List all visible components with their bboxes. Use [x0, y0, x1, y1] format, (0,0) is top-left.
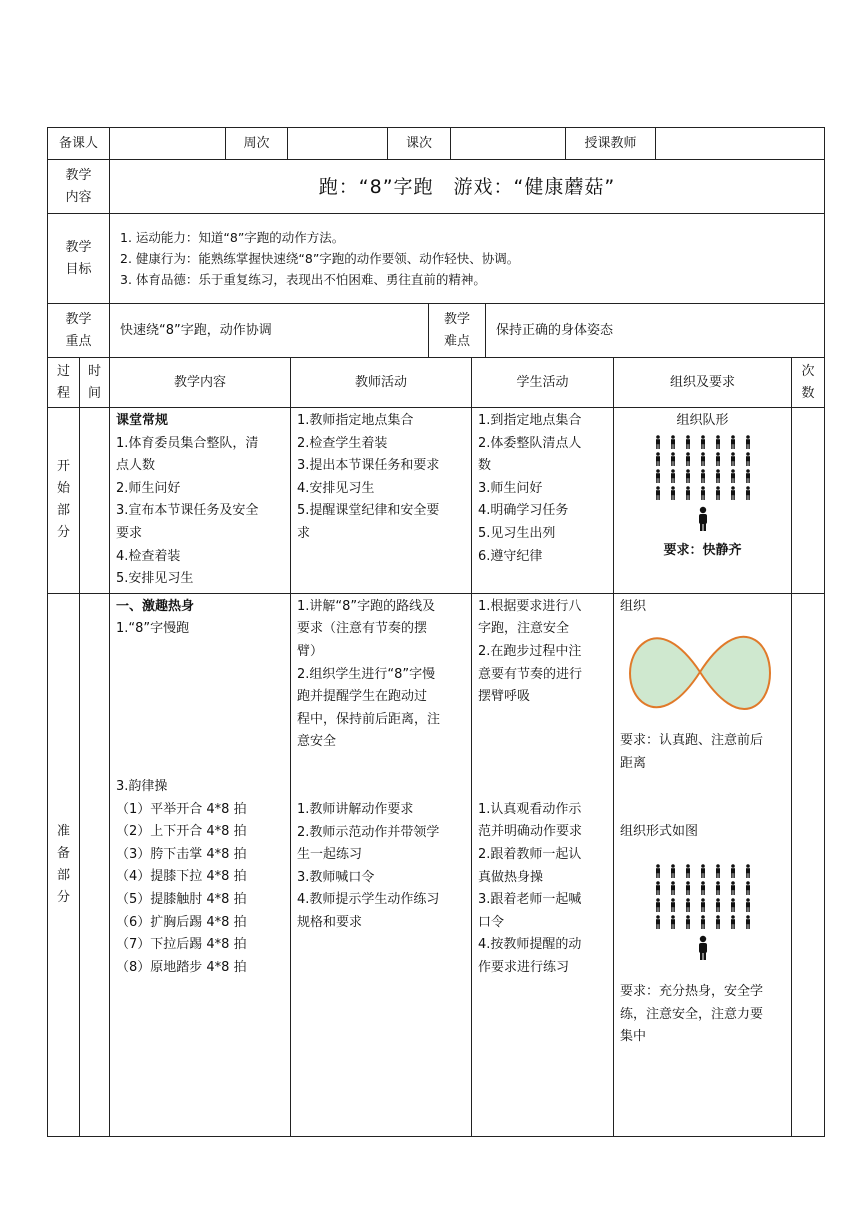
list-item: 1.教师讲解动作要求	[297, 801, 414, 817]
student-figure-icon	[715, 452, 721, 466]
student-figure-icon	[700, 898, 706, 912]
list-item: （7）下拉后踢 4*8 拍	[116, 937, 247, 953]
student-figure-icon	[715, 486, 721, 500]
start-org	[614, 408, 792, 594]
org-require-line: 集中	[620, 1029, 647, 1045]
phase-start	[48, 408, 80, 594]
list-item: （3）胯下击掌 4*8 拍	[116, 846, 247, 862]
list-item: 1.讲解“8”字跑的路线及	[297, 598, 436, 614]
col-org: 组织及要求	[614, 358, 792, 408]
student-figure-icon	[700, 864, 706, 878]
student-figure-icon	[745, 864, 751, 878]
list-item: 意要有节奏的进行	[478, 666, 583, 682]
start-time	[80, 408, 110, 594]
student-figure-icon	[670, 486, 676, 500]
preparer-label: 备课人	[48, 128, 110, 160]
list-item: 2.体委整队清点人	[478, 435, 582, 451]
list-item: 2.教师示范动作并带领学	[297, 824, 440, 840]
col-process	[48, 358, 80, 408]
focus-label-line1: 教学	[65, 311, 92, 327]
student-figure-icon	[715, 864, 721, 878]
student-figure-icon	[655, 435, 661, 449]
student-figure-icon	[730, 469, 736, 483]
goals-label-line1: 教学	[65, 239, 92, 255]
list-item: 字跑，注意安全	[478, 621, 570, 637]
list-item: （5）提膝触肘 4*8 拍	[116, 891, 247, 907]
formation-row	[620, 881, 785, 895]
focus-label	[48, 304, 110, 358]
list-item: 作要求进行练习	[478, 959, 570, 975]
formation-row	[620, 864, 785, 878]
list-item: 程中，保持前后距离，注	[297, 711, 441, 727]
student-figure-icon	[745, 469, 751, 483]
col-count	[792, 358, 825, 408]
phase-prep	[48, 593, 80, 1136]
list-item: 2.跟着教师一起认	[478, 846, 582, 862]
list-item: 范并明确动作要求	[478, 824, 583, 840]
lesson-no-label: 课次	[388, 128, 451, 160]
phase-char: 始	[56, 481, 70, 497]
prep-count	[792, 593, 825, 1136]
student-figure-icon	[670, 915, 676, 929]
student-figure-icon	[715, 915, 721, 929]
list-item: 2.组织学生进行“8”字慢	[297, 666, 436, 682]
phase-char: 开	[56, 459, 70, 475]
student-figure-icon	[700, 881, 706, 895]
student-figure-icon	[715, 881, 721, 895]
student-figure-icon	[745, 486, 751, 500]
rhythm-title: 3.韵律操	[116, 778, 168, 794]
student-figure-icon	[730, 898, 736, 912]
list-item: 2.师生问好	[116, 480, 181, 496]
focus-value: 快速绕“8”字跑，动作协调	[110, 304, 429, 358]
list-item: 要求	[116, 525, 143, 541]
formation-row	[620, 486, 785, 500]
start-teacher	[291, 408, 472, 594]
student-figure-icon	[715, 898, 721, 912]
list-item: 6.遵守纪律	[478, 548, 543, 564]
student-figure-icon	[655, 864, 661, 878]
list-item: 求	[297, 525, 311, 541]
student-figure-icon	[670, 881, 676, 895]
student-figure-icon	[670, 452, 676, 466]
student-figure-icon	[730, 881, 736, 895]
content-label	[48, 160, 110, 214]
list-item: （4）提膝下拉 4*8 拍	[116, 869, 247, 885]
teacher-figure-icon	[697, 935, 709, 961]
goals-label-line2: 目标	[65, 261, 92, 277]
lesson-no-value[interactable]	[451, 128, 566, 160]
phase-char: 分	[56, 525, 70, 541]
student-figure-icon	[715, 469, 721, 483]
focus-label-line2: 重点	[65, 333, 92, 349]
list-item: 4.安排见习生	[297, 480, 375, 496]
list-item: 2.检查学生着装	[297, 435, 388, 451]
list-item: （2）上下开合 4*8 拍	[116, 824, 247, 840]
list-item: 5.提醒课堂纪律和安全要	[297, 503, 440, 519]
week-value[interactable]	[288, 128, 388, 160]
list-item: 1.根据要求进行八	[478, 598, 582, 614]
student-figure-icon	[745, 898, 751, 912]
goals-list	[110, 214, 825, 304]
list-item: 规格和要求	[297, 914, 363, 930]
formation-students	[620, 435, 785, 500]
org-require-line: 练，注意安全，注意力要	[620, 1006, 764, 1022]
col-time-line2: 间	[87, 385, 101, 401]
list-item: 3.跟着老师一起喊	[478, 892, 582, 908]
header-table	[47, 127, 825, 160]
list-item: 5.见习生出列	[478, 525, 556, 541]
goals-label	[48, 214, 110, 304]
col-time-line1: 时	[87, 363, 101, 379]
student-figure-icon	[730, 452, 736, 466]
formation-row	[620, 469, 785, 483]
student-figure-icon	[700, 452, 706, 466]
goal-item: 2. 健康行为：能熟练掌握快速绕“8”字跑的动作要领、动作轻快、协调。	[120, 251, 520, 266]
student-figure-icon	[685, 864, 691, 878]
difficulty-value: 保持正确的身体姿态	[486, 304, 825, 358]
preparer-value[interactable]	[110, 128, 226, 160]
lesson-title: 跑：“8”字跑 游戏：“健康蘑菇”	[110, 160, 825, 214]
list-item: 4.检查着装	[116, 548, 181, 564]
start-content-title: 课堂常规	[116, 413, 169, 428]
teacher-value[interactable]	[656, 128, 825, 160]
student-figure-icon	[685, 898, 691, 912]
list-item: 2.在跑步过程中注	[478, 643, 582, 659]
phase-char: 部	[56, 503, 70, 519]
student-figure-icon	[655, 469, 661, 483]
list-item: 跑并提醒学生在跑动过	[297, 689, 428, 705]
student-figure-icon	[655, 898, 661, 912]
student-figure-icon	[655, 915, 661, 929]
content-label-line1: 教学	[65, 167, 92, 183]
student-figure-icon	[730, 915, 736, 929]
formation-students	[620, 864, 785, 929]
phase-char: 分	[56, 889, 70, 905]
formation-row	[620, 915, 785, 929]
figure8-route-icon	[620, 622, 780, 722]
student-figure-icon	[685, 915, 691, 929]
difficulty-label-line1: 教学	[443, 311, 470, 327]
formation-row	[620, 435, 785, 449]
student-figure-icon	[655, 452, 661, 466]
list-item: 点人数	[116, 458, 156, 474]
prep-student	[472, 593, 614, 1136]
org-require-line: 距离	[620, 755, 647, 771]
list-item: 口令	[478, 914, 505, 930]
org-require-line: 要求：充分热身，安全学	[620, 984, 764, 1000]
col-time	[80, 358, 110, 408]
list-item: 真做热身操	[478, 869, 544, 885]
col-student: 学生活动	[472, 358, 614, 408]
student-figure-icon	[685, 469, 691, 483]
content-label-line2: 内容	[65, 189, 92, 205]
prep-content	[110, 593, 291, 1136]
student-figure-icon	[700, 486, 706, 500]
lesson-info-table	[47, 159, 825, 358]
goal-item: 1. 运动能力：知道“8”字跑的动作方法。	[120, 230, 345, 245]
start-student	[472, 408, 614, 594]
phase-char: 准	[56, 823, 70, 839]
list-item: 1.到指定地点集合	[478, 413, 582, 428]
teacher-figure-icon	[697, 506, 709, 532]
student-figure-icon	[655, 881, 661, 895]
teacher-label: 授课教师	[566, 128, 656, 160]
prep-teacher	[291, 593, 472, 1136]
list-item: 4.教师提示学生动作练习	[297, 892, 440, 908]
week-label: 周次	[226, 128, 288, 160]
list-item: 3.宣布本节课任务及安全	[116, 503, 259, 519]
org-title: 组织队形	[676, 413, 729, 428]
student-figure-icon	[670, 898, 676, 912]
list-item: 1.“8”字慢跑	[116, 621, 190, 637]
student-figure-icon	[745, 915, 751, 929]
student-figure-icon	[655, 486, 661, 500]
org-require: 要求：快静齐	[663, 543, 742, 558]
col-process-line1: 过	[56, 363, 70, 379]
student-figure-icon	[745, 435, 751, 449]
start-count	[792, 408, 825, 594]
col-count-line1: 次	[801, 363, 815, 379]
list-item: （8）原地踏步 4*8 拍	[116, 959, 247, 975]
org-form-label: 组织形式如图	[620, 823, 699, 839]
student-figure-icon	[685, 435, 691, 449]
warmup-title: 一、激趣热身	[116, 598, 195, 614]
org-label: 组织	[620, 598, 647, 614]
prep-time	[80, 593, 110, 1136]
student-figure-icon	[745, 452, 751, 466]
list-item: 4.按教师提醒的动	[478, 937, 582, 953]
student-figure-icon	[745, 881, 751, 895]
list-item: 3.提出本节课任务和要求	[297, 458, 440, 474]
student-figure-icon	[730, 486, 736, 500]
difficulty-label	[429, 304, 486, 358]
phase-char: 备	[56, 845, 70, 861]
prep-org	[614, 593, 792, 1136]
col-process-line2: 程	[56, 385, 70, 401]
list-item: 摆臂呼吸	[478, 689, 531, 705]
org-require-line: 要求：认真跑、注意前后	[620, 733, 764, 749]
student-figure-icon	[670, 469, 676, 483]
list-item: （1）平举开合 4*8 拍	[116, 801, 247, 817]
formation-row	[620, 452, 785, 466]
col-count-line2: 数	[801, 385, 815, 401]
student-figure-icon	[700, 915, 706, 929]
list-item: 4.明确学习任务	[478, 503, 569, 519]
student-figure-icon	[700, 469, 706, 483]
col-teacher: 教师活动	[291, 358, 472, 408]
student-figure-icon	[715, 435, 721, 449]
list-item: 3.教师喊口令	[297, 869, 375, 885]
process-table	[47, 357, 825, 1137]
student-figure-icon	[670, 435, 676, 449]
list-item: 臂）	[297, 643, 324, 659]
list-item: （6）扩胸后踢 4*8 拍	[116, 914, 247, 930]
student-figure-icon	[670, 864, 676, 878]
start-content	[110, 408, 291, 594]
list-item: 生一起练习	[297, 847, 363, 863]
student-figure-icon	[730, 864, 736, 878]
student-figure-icon	[700, 435, 706, 449]
difficulty-label-line2: 难点	[443, 333, 470, 349]
student-figure-icon	[685, 881, 691, 895]
student-figure-icon	[685, 452, 691, 466]
phase-char: 部	[56, 867, 70, 883]
list-item: 数	[478, 458, 492, 474]
list-item: 要求（注意有节奏的摆	[297, 621, 428, 637]
list-item: 5.安排见习生	[116, 571, 194, 587]
list-item: 3.师生问好	[478, 480, 543, 496]
formation-row	[620, 898, 785, 912]
student-figure-icon	[730, 435, 736, 449]
list-item: 1.教师指定地点集合	[297, 413, 414, 428]
list-item: 1.体育委员集合整队，清	[116, 435, 259, 451]
student-figure-icon	[685, 486, 691, 500]
col-content: 教学内容	[110, 358, 291, 408]
list-item: 1.认真观看动作示	[478, 801, 582, 817]
list-item: 意安全	[297, 734, 337, 750]
goal-item: 3. 体育品德：乐于重复练习，表现出不怕困难、勇往直前的精神。	[120, 272, 486, 287]
